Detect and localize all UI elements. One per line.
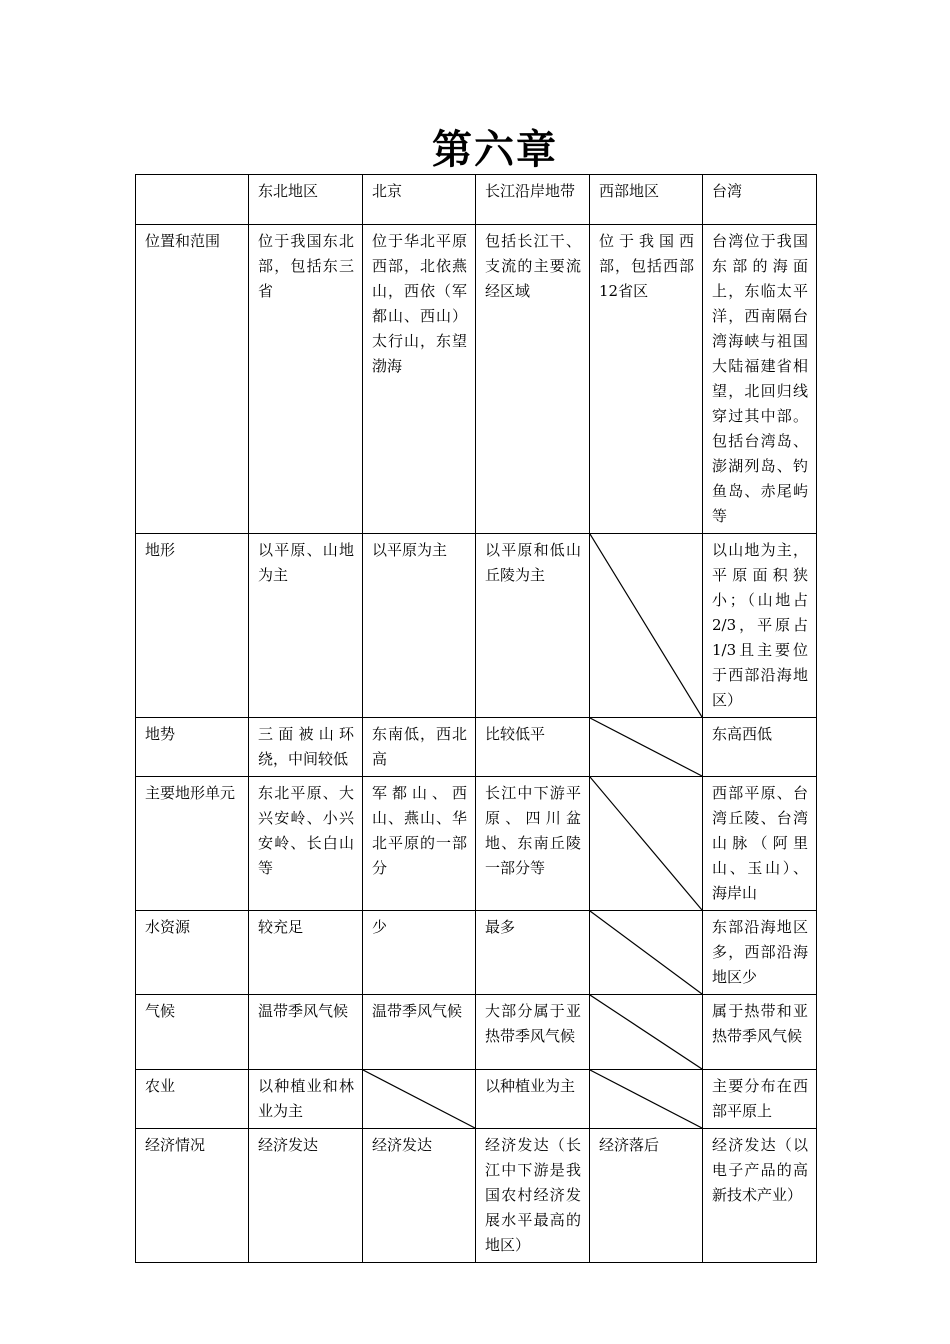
page-title: 第六章 (432, 126, 558, 173)
table-row (136, 534, 817, 718)
table-row (136, 225, 817, 534)
table-cell: 大部分属于亚热带季风气候 (476, 995, 590, 1070)
diagonal-slash (590, 718, 702, 776)
table-cell: 东部沿海地区多，西部沿海地区少 (703, 911, 817, 995)
diagonal-slash (590, 911, 702, 994)
comparison-table (135, 174, 817, 1263)
table-cell: 经济发达（以电子产品的高新技术产业） (703, 1129, 817, 1263)
table-cell: 经济落后 (590, 1129, 703, 1263)
header-cell-beijing: 北京 (363, 175, 476, 225)
empty-slash-cell (590, 1070, 703, 1129)
table-cell: 三面被山环绕，中间较低 (249, 718, 363, 777)
table-cell: 温带季风气候 (249, 995, 363, 1070)
table-row (136, 777, 817, 911)
table-cell: 军都山、西山、燕山、华北平原的一部分 (363, 777, 476, 911)
table-row (136, 1070, 817, 1129)
row-label: 地形 (136, 534, 249, 718)
table-cell: 位于我国西部，包括西部12省区 (590, 225, 703, 534)
table-cell: 以平原和低山丘陵为主 (476, 534, 590, 718)
table-cell: 少 (363, 911, 476, 995)
row-label: 水资源 (136, 911, 249, 995)
table-cell: 经济发达 (363, 1129, 476, 1263)
table-cell: 以山地为主，平原面积狭小；（山地占2/3，平原占1/3且主要位于西部沿海地区） (703, 534, 817, 718)
table-cell: 较充足 (249, 911, 363, 995)
table-cell: 包括长江干、支流的主要流经区域 (476, 225, 590, 534)
table-cell: 长江中下游平原、四川盆地、东南丘陵一部分等 (476, 777, 590, 911)
table-cell: 以种植业为主 (476, 1070, 590, 1129)
table-row (136, 1129, 817, 1263)
diagonal-slash (590, 995, 702, 1069)
table-cell: 东南低，西北高 (363, 718, 476, 777)
table-cell: 以平原为主 (363, 534, 476, 718)
header-cell-west: 西部地区 (590, 175, 703, 225)
row-label: 主要地形单元 (136, 777, 249, 911)
table-cell: 以平原、山地为主 (249, 534, 363, 718)
table-cell: 属于热带和亚热带季风气候 (703, 995, 817, 1070)
diagonal-slash (363, 1070, 475, 1128)
table-cell: 西部平原、台湾丘陵、台湾山脉（阿里山、玉山）、海岸山 (703, 777, 817, 911)
table-row (136, 718, 817, 777)
empty-slash-cell (363, 1070, 476, 1129)
table-cell: 经济发达 (249, 1129, 363, 1263)
table-cell: 主要分布在西部平原上 (703, 1070, 817, 1129)
table-cell: 东北平原、大兴安岭、小兴安岭、长白山等 (249, 777, 363, 911)
table-row (136, 995, 817, 1070)
table-cell: 位于华北平原西部，北依燕山，西依（军都山、西山）太行山，东望渤海 (363, 225, 476, 534)
table-cell: 位于我国东北部，包括东三省 (249, 225, 363, 534)
table-cell: 以种植业和林业为主 (249, 1070, 363, 1129)
header-cell-northeast: 东北地区 (249, 175, 363, 225)
header-row (136, 175, 817, 225)
diagonal-slash (590, 1070, 702, 1128)
diagonal-slash (590, 777, 702, 910)
header-cell-yangtze: 长江沿岸地带 (476, 175, 590, 225)
table-cell: 经济发达（长江中下游是我国农村经济发展水平最高的地区） (476, 1129, 590, 1263)
empty-slash-cell (590, 718, 703, 777)
row-label: 气候 (136, 995, 249, 1070)
table-cell: 最多 (476, 911, 590, 995)
table-cell: 台湾位于我国东部的海面上，东临太平洋，西南隔台湾海峡与祖国大陆福建省相望，北回归线穿过其中部。包括台湾岛、澎湖列岛、钓鱼岛、赤尾屿等 (703, 225, 817, 534)
row-label: 地势 (136, 718, 249, 777)
diagonal-slash (590, 534, 702, 717)
row-label: 农业 (136, 1070, 249, 1129)
empty-slash-cell (590, 777, 703, 911)
empty-slash-cell (590, 534, 703, 718)
table-cell: 比较低平 (476, 718, 590, 777)
table-cell: 温带季风气候 (363, 995, 476, 1070)
table-row (136, 911, 817, 995)
table-cell: 东高西低 (703, 718, 817, 777)
empty-slash-cell (590, 911, 703, 995)
row-label: 位置和范围 (136, 225, 249, 534)
header-cell-blank (136, 175, 249, 225)
empty-slash-cell (590, 995, 703, 1070)
header-cell-taiwan: 台湾 (703, 175, 817, 225)
row-label: 经济情况 (136, 1129, 249, 1263)
